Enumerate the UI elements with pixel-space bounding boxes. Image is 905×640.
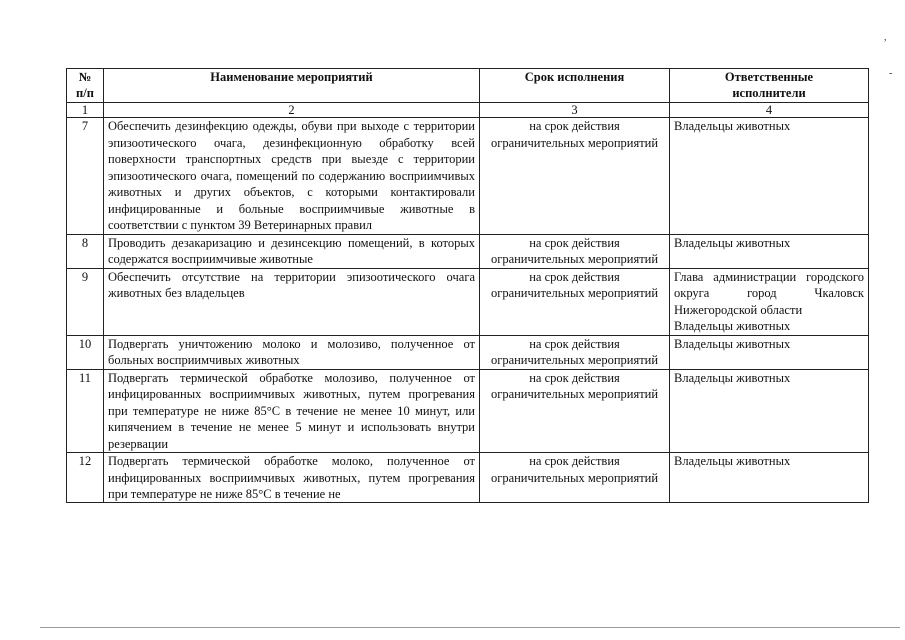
measure-term: на срок действия ограничительных мероприятий [480, 369, 670, 453]
table-row [67, 118, 869, 235]
measure-term: на срок действия ограничительных мероприятий [480, 234, 670, 268]
measure-name: Подвергать уничтожению молоко и молозиво, полученное от больных восприимчивых животных [104, 335, 480, 369]
measure-name-text: Подвергать термической обработке молоко, полученное от инфицированных восприимчивых животных, путем прогревания при температуре не ниже 85°С в течение не [108, 454, 475, 501]
row-number: 7 [67, 118, 104, 235]
measure-responsible: Владельцы животных [670, 335, 869, 369]
row-number: 12 [67, 453, 104, 503]
measure-name: Подвергать термической обработке молозиво, полученное от инфицированных восприимчивых животных, путем прогревания при температуре не ниже 85°С в течение не менее 10 минут, или кипячением в течение не менее 5 минут и использовать внутри резервации [104, 369, 480, 453]
measures-table [66, 68, 869, 503]
header-term: Срок исполнения [480, 69, 670, 103]
header-num: № п/п [67, 69, 104, 103]
responsible-head-of-administration: Глава администрации городского округа город Чкаловск Нижегородской области [674, 269, 864, 317]
page-bottom-line [40, 627, 900, 628]
row-number: 8 [67, 234, 104, 268]
measure-responsible: Владельцы животных [670, 453, 869, 503]
measure-term: на срок действия ограничительных мероприятий [480, 453, 670, 503]
measure-term: на срок действия ограничительных мероприятий [480, 118, 670, 235]
table-row [67, 369, 869, 453]
row-number: 10 [67, 335, 104, 369]
responsible-owners: Владельцы животных [674, 319, 791, 333]
header-row [67, 69, 869, 103]
column-number: 2 [104, 103, 480, 118]
table-row [67, 335, 869, 369]
measure-name [104, 453, 480, 503]
measure-name: Обеспечить дезинфекцию одежды, обуви при выходе с территории эпизоотического очага, дезинфекционную обработку всей поверхности транспортных средств при выезде с территории эпизоотического очага, помещений по содержанию восприимчивых животных и других объектов, с которыми контактировали инфицированные и больные восприимчивые животные в соответствии с пунктом 39 Ветеринарных правил [104, 118, 480, 235]
measure-term: на срок действия ограничительных мероприятий [480, 335, 670, 369]
measure-name: Обеспечить отсутствие на территории эпизоотического очага животных без владельцев [104, 268, 480, 335]
margin-mark-top: , [884, 32, 887, 43]
table-row [67, 453, 869, 503]
column-number-row [67, 103, 869, 118]
measure-responsible: Владельцы животных [670, 234, 869, 268]
header-responsible: Ответственные исполнители [670, 69, 869, 103]
measure-term: на срок действия ограничительных мероприятий [480, 268, 670, 335]
measure-name: Проводить дезакаризацию и дезинсекцию помещений, в которых содержатся восприимчивые животные [104, 234, 480, 268]
column-number: 3 [480, 103, 670, 118]
row-number: 9 [67, 268, 104, 335]
column-number: 4 [670, 103, 869, 118]
measure-responsible: Владельцы животных [670, 118, 869, 235]
row-number: 11 [67, 369, 104, 453]
table-row [67, 234, 869, 268]
measure-responsible [670, 268, 869, 335]
table-row [67, 268, 869, 335]
measure-responsible: Владельцы животных [670, 369, 869, 453]
column-number: 1 [67, 103, 104, 118]
margin-mark-side: - [889, 68, 893, 79]
header-name: Наименование мероприятий [104, 69, 480, 103]
